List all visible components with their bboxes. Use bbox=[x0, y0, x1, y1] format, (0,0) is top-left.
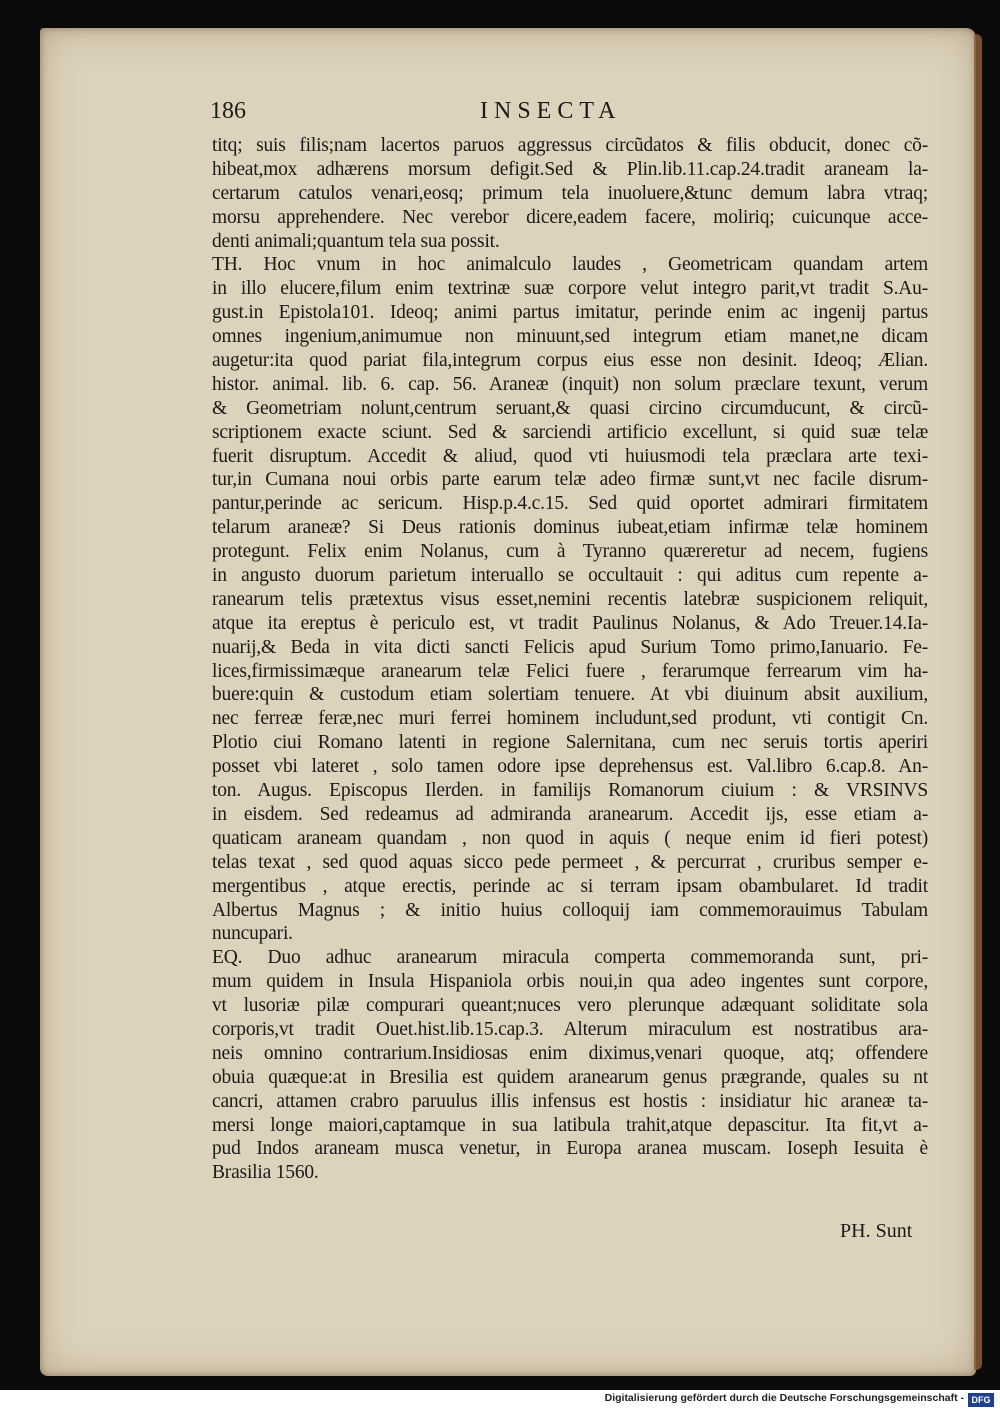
text-line: fuerit disruptum. Accedit & aliud, quod vti huiusmodi tela præclara arte texi- bbox=[212, 445, 928, 467]
text-line: titq; suis filis;nam lacertos paruos aggressus circũdatos & filis obducit, donec cõ- bbox=[212, 135, 928, 156]
text-line: vt lusoriæ pilæ compurari queant;nuces vero plerunque adæquant soliditate sola bbox=[212, 995, 928, 1017]
text-line: ton. Augus. Episcopus Ilerden. in familijs Romanorum ciuium : & VRSINVS bbox=[212, 780, 928, 802]
text-line: in illo elucere,filum enim textrinæ suæ corpore velut integro parit,vt tradit S.Au- bbox=[212, 278, 928, 300]
text-line: mersi longe maiori,captamque in sua latibula trahit,atque depascitur. Ita fit,vt a- bbox=[212, 1114, 928, 1136]
text-line: nuarij,& Beda in vita dicti sancti Felicis apud Surium Tomo primo,Ianuario. Fe- bbox=[212, 636, 928, 658]
text-line: EQ. Duo adhuc aranearum miracula comperta commemoranda sunt, pri- bbox=[212, 947, 928, 969]
footer-credit: Digitalisierung gefördert durch die Deutsche Forschungsgemeinschaft - bbox=[604, 1392, 964, 1404]
text-line: hibeat,mox adhærens morsum defigit.Sed & Plin.lib.11.cap.24.tradit araneam la- bbox=[212, 158, 928, 180]
text-line: corporis,vt tradit Ouet.hist.lib.15.cap.3. Alterum miraculum est nostratibus ara- bbox=[212, 1018, 928, 1040]
text-line: nuncupari. bbox=[212, 923, 293, 945]
page-edge bbox=[974, 34, 982, 1370]
text-line: ranearum telis prætextus visus esset,nemini recentis latebræ suspicionem reliquit, bbox=[212, 588, 928, 610]
text-line: neis omnino contrarium.Insidiosas enim diximus,venari quoque, atq; offendere bbox=[212, 1042, 928, 1064]
text-line: pantur,perinde ac sericum. Hisp.p.4.c.15. Sed quid oportet admirari firmitatem bbox=[212, 493, 928, 515]
text-line: Albertus Magnus ; & initio huius colloquij iam commemorauimus Tabulam bbox=[212, 899, 928, 921]
text-line: obuia quæque:at in Bresilia est quidem aranearum genus prægrande, quales su nt bbox=[212, 1066, 928, 1088]
text-line: mergentibus , atque erectis, perinde ac si terram ipsam obambularet. Id tradit bbox=[212, 875, 928, 897]
page-number: 186 bbox=[210, 98, 246, 124]
page-header bbox=[210, 98, 930, 138]
text-line: mum quidem in Insula Hispaniola orbis noui,in qua adeo ingentes sunt corpore, bbox=[212, 971, 928, 993]
text-line: buere:quin & custodum etiam solertiam tenuere. At vbi diuinum absit auxilium, bbox=[212, 684, 928, 706]
text-line: lices,firmissimæque aranearum telæ Felici fuere , ferarumque ferrearum vim ha- bbox=[212, 660, 928, 682]
text-line: Brasilia 1560. bbox=[212, 1162, 319, 1184]
text-line: gust.in Epistola101. Ideoq; animi partus imitatur, perinde enim ac ingenij partus bbox=[212, 302, 928, 324]
text-line: telas texat , sed quod aquas sicco pede permeet , & percurrat , cruribus semper e- bbox=[212, 851, 928, 873]
text-line: scriptionem exacte sciunt. Sed & sarciendi artificio excellunt, si quid suæ telæ bbox=[212, 421, 928, 443]
catchword: PH. Sunt bbox=[840, 1220, 913, 1242]
text-line: augetur:ita quod pariat fila,integrum corpus eius esse non desinit. Ideoq; Ælian. bbox=[212, 350, 928, 372]
text-line: certarum catulos venari,eosq; primum tela inuoluere,&tunc demum labra vtraq; bbox=[212, 182, 928, 204]
running-head: INSECTA bbox=[480, 98, 622, 124]
text-line: TH. Hoc vnum in hoc animalculo laudes , Geometricam quandam artem bbox=[212, 254, 928, 276]
text-line: tur,in Cumana noui orbis parte earum telæ adeo firmæ sunt,vt nec facile disrum- bbox=[212, 469, 928, 491]
digitization-footer bbox=[0, 1390, 1000, 1411]
text-line: Plotio ciui Romano latenti in regione Salernitana, cum nec seruis tortis aperiri bbox=[212, 732, 928, 754]
text-line: denti animali;quantum tela sua possit. bbox=[212, 230, 500, 252]
text-line: & Geometriam nolunt,centrum seruant,& quasi circino circumducunt, & circũ- bbox=[212, 397, 928, 419]
text-line: in angusto duorum parietum interuallo se occultauit : qui aditus cum repente a- bbox=[212, 565, 928, 587]
text-line: nec ferreæ feræ,nec muri ferrei hominem includunt,sed produnt, vti contigit Cn. bbox=[212, 708, 928, 730]
text-line: telarum araneæ? Si Deus rationis dominus iubeat,etiam infirmæ telæ hominem bbox=[212, 517, 928, 539]
text-line: cancri, attamen crabro paruulus illis infensus est hostis : insidiatur hic araneæ ta- bbox=[212, 1090, 928, 1112]
text-line: morsu apprehendere. Nec verebor dicere,eadem facere, moliriq; cuicunque acce- bbox=[212, 206, 928, 228]
body-text bbox=[212, 134, 928, 1185]
text-line: atque ita ereptus è periculo est, vt tradit Paulinus Nolanus, & Ado Treuer.14.Ia- bbox=[212, 612, 928, 634]
text-line: in eisdem. Sed redeamus ad admiranda aranearum. Accedit ijs, esse etiam a- bbox=[212, 803, 928, 825]
text-line: pud Indos araneam musca venetur, in Europa aranea muscam. Ioseph Iesuita è bbox=[212, 1138, 928, 1160]
dfg-logo: DFG bbox=[968, 1393, 994, 1407]
text-line: omnes ingenium,animumue non minuunt,sed integrum etiam manet,ne dicam bbox=[212, 326, 928, 348]
text-line: protegunt. Felix enim Nolanus, cum à Tyranno quæreretur ad necem, fugiens bbox=[212, 541, 928, 563]
text-line: posset vbi lateret , solo tamen odore ipse deprehensus est. Val.libro 6.cap.8. An- bbox=[212, 756, 928, 778]
text-line: quaticam araneam quandam , non quod in aquis ( neque enim id fieri potest) bbox=[212, 827, 928, 849]
text-line: histor. animal. lib. 6. cap. 56. Araneæ (inquit) non solum præclare texunt, verum bbox=[212, 373, 928, 395]
